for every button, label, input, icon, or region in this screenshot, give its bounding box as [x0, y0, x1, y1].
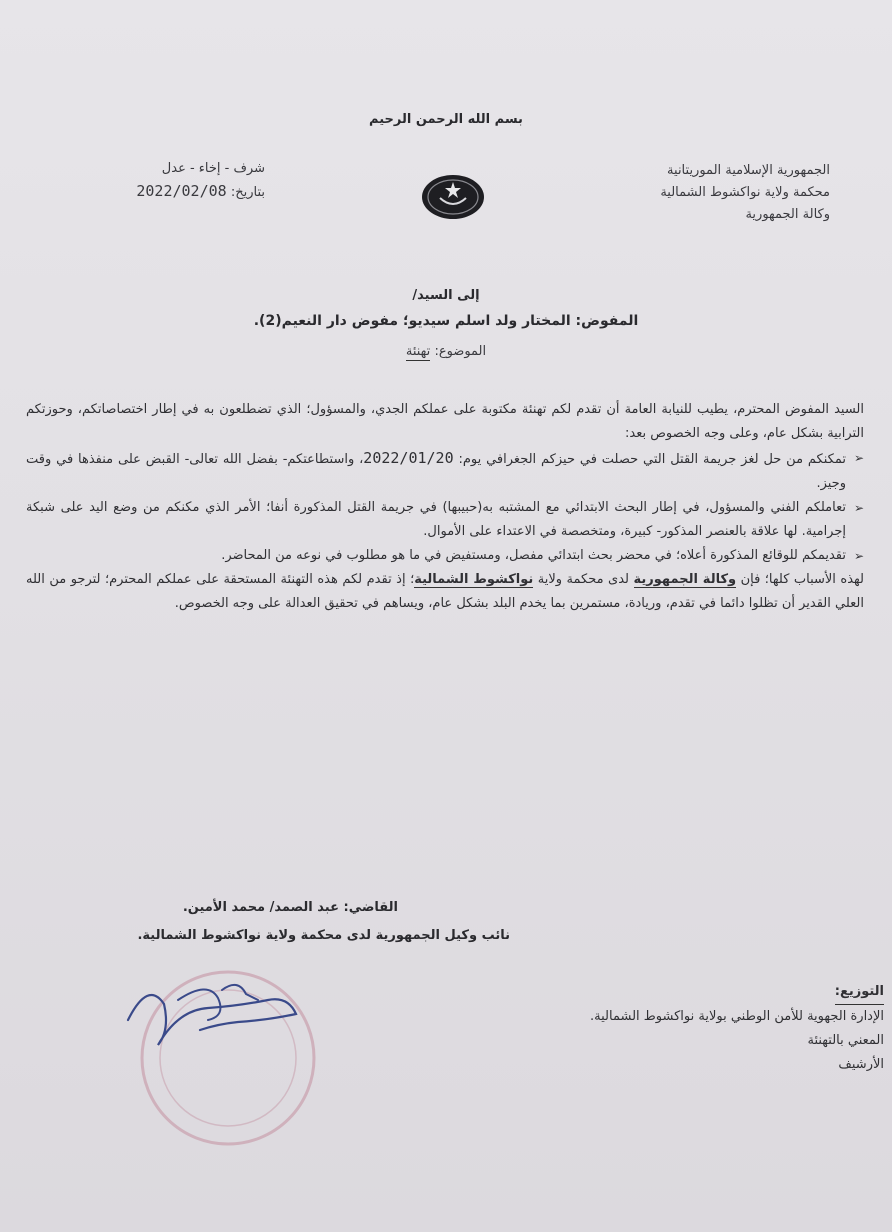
region-emphasis: نواكشوط الشمالية — [414, 572, 534, 587]
date-line — [136, 182, 265, 200]
distribution-block — [424, 980, 884, 1077]
arrow-bullet-icon: ➢ — [853, 549, 864, 563]
arrow-bullet-icon: ➢ — [853, 451, 864, 465]
issuer-court: محكمة ولاية نواكشوط الشمالية — [660, 185, 830, 200]
date-value: 2022/02/08 — [136, 182, 227, 200]
subject-label: الموضوع: — [434, 344, 487, 359]
issuer-country: الجمهورية الإسلامية الموريتانية — [667, 163, 830, 178]
body-intro: السيد المفوض المحترم، يطيب للنيابة العامة أن تقدم لكم تهنئة مكتوبة على عملكم الجدي، والمسؤول؛ الذي تضطلعون به في إطار اختصاصاتكم، وحوزتكم الترابية بشكل عام، وعلى وجه الخصوص بعد: — [26, 402, 864, 441]
body-closing: لهذه الأسباب كلها؛ فإن وكالة الجمهورية لدى محكمة ولاية نواكشوط الشمالية؛ إذ تقدم لكم هذه التهنئة المستحقة على عملكم المحترم؛ لترجو من الله العلي القدير أن تظلوا دائما في تقدم، وريادة، مستمرين بما يخدم البلد بشكل عام، ويساهم في تحقيق العدالة على وجه الخصوص. — [26, 572, 864, 611]
official-stamp-signature — [118, 960, 338, 1150]
subject-line — [0, 344, 892, 359]
incident-date: 2022/01/20 — [363, 449, 454, 467]
motto-date-block — [55, 158, 265, 204]
distribution-item: الأرشيف — [838, 1057, 884, 1072]
subject-value: تهنئة — [405, 344, 431, 359]
issuer-office: وكالة الجمهورية — [745, 207, 830, 222]
national-seal-icon — [420, 172, 486, 222]
judge-name: القاضي: عبد الصمد/ محمد الأمين. — [182, 900, 398, 915]
body-bullet-2: ➢ تعاملكم الفني والمسؤول، في إطار البحث الابتدائي مع المشتبه به(حبيبها) في جريمة القتل المذكورة أنفا؛ الأمر الذي مكنكم من وضع اليد على شبكة إجرامية. لها علاقة بالعنصر المذكور- كبيرة، ومتخصصة في الاعتداء على الأموال. — [26, 496, 864, 544]
motto: شرف - إخاء - عدل — [161, 161, 265, 176]
issuer-block — [530, 160, 830, 226]
addressee-label: إلى السيد/ — [412, 288, 480, 303]
distribution-item: الإدارة الجهوية للأمن الوطني بولاية نواكشوط الشمالية. — [590, 1009, 884, 1024]
letter-body — [26, 398, 864, 616]
distribution-item: المعني بالتهنئة — [807, 1033, 884, 1048]
date-label: بتاريخ: — [230, 185, 265, 200]
distribution-title: التوزيع: — [835, 980, 884, 1005]
basmala: بسم الله الرحمن الرحيم — [369, 112, 523, 127]
body-bullet-1: ➢ تمكنكم من حل لغز جريمة القتل التي حصلت في حيزكم الجغرافي يوم: 2022/01/20، واستطاعتكم- بفضل الله تعالى- القبض على منفذها في وقت وجيز. — [26, 446, 864, 496]
arrow-bullet-icon: ➢ — [853, 501, 864, 515]
recipient-name: المفوض: المختار ولد اسلم سيديو؛ مفوض دار النعيم(2). — [253, 313, 639, 329]
signer-title: نائب وكيل الجمهورية لدى محكمة ولاية نواكشوط الشمالية. — [137, 928, 510, 943]
office-emphasis: وكالة الجمهورية — [633, 572, 737, 587]
body-bullet-3: ➢ تقديمكم للوقائع المذكورة أعلاه؛ في محضر بحث ابتدائي مفصل، ومستفيض في ما هو مطلوب في نوعه من المحاضر. — [26, 544, 864, 568]
